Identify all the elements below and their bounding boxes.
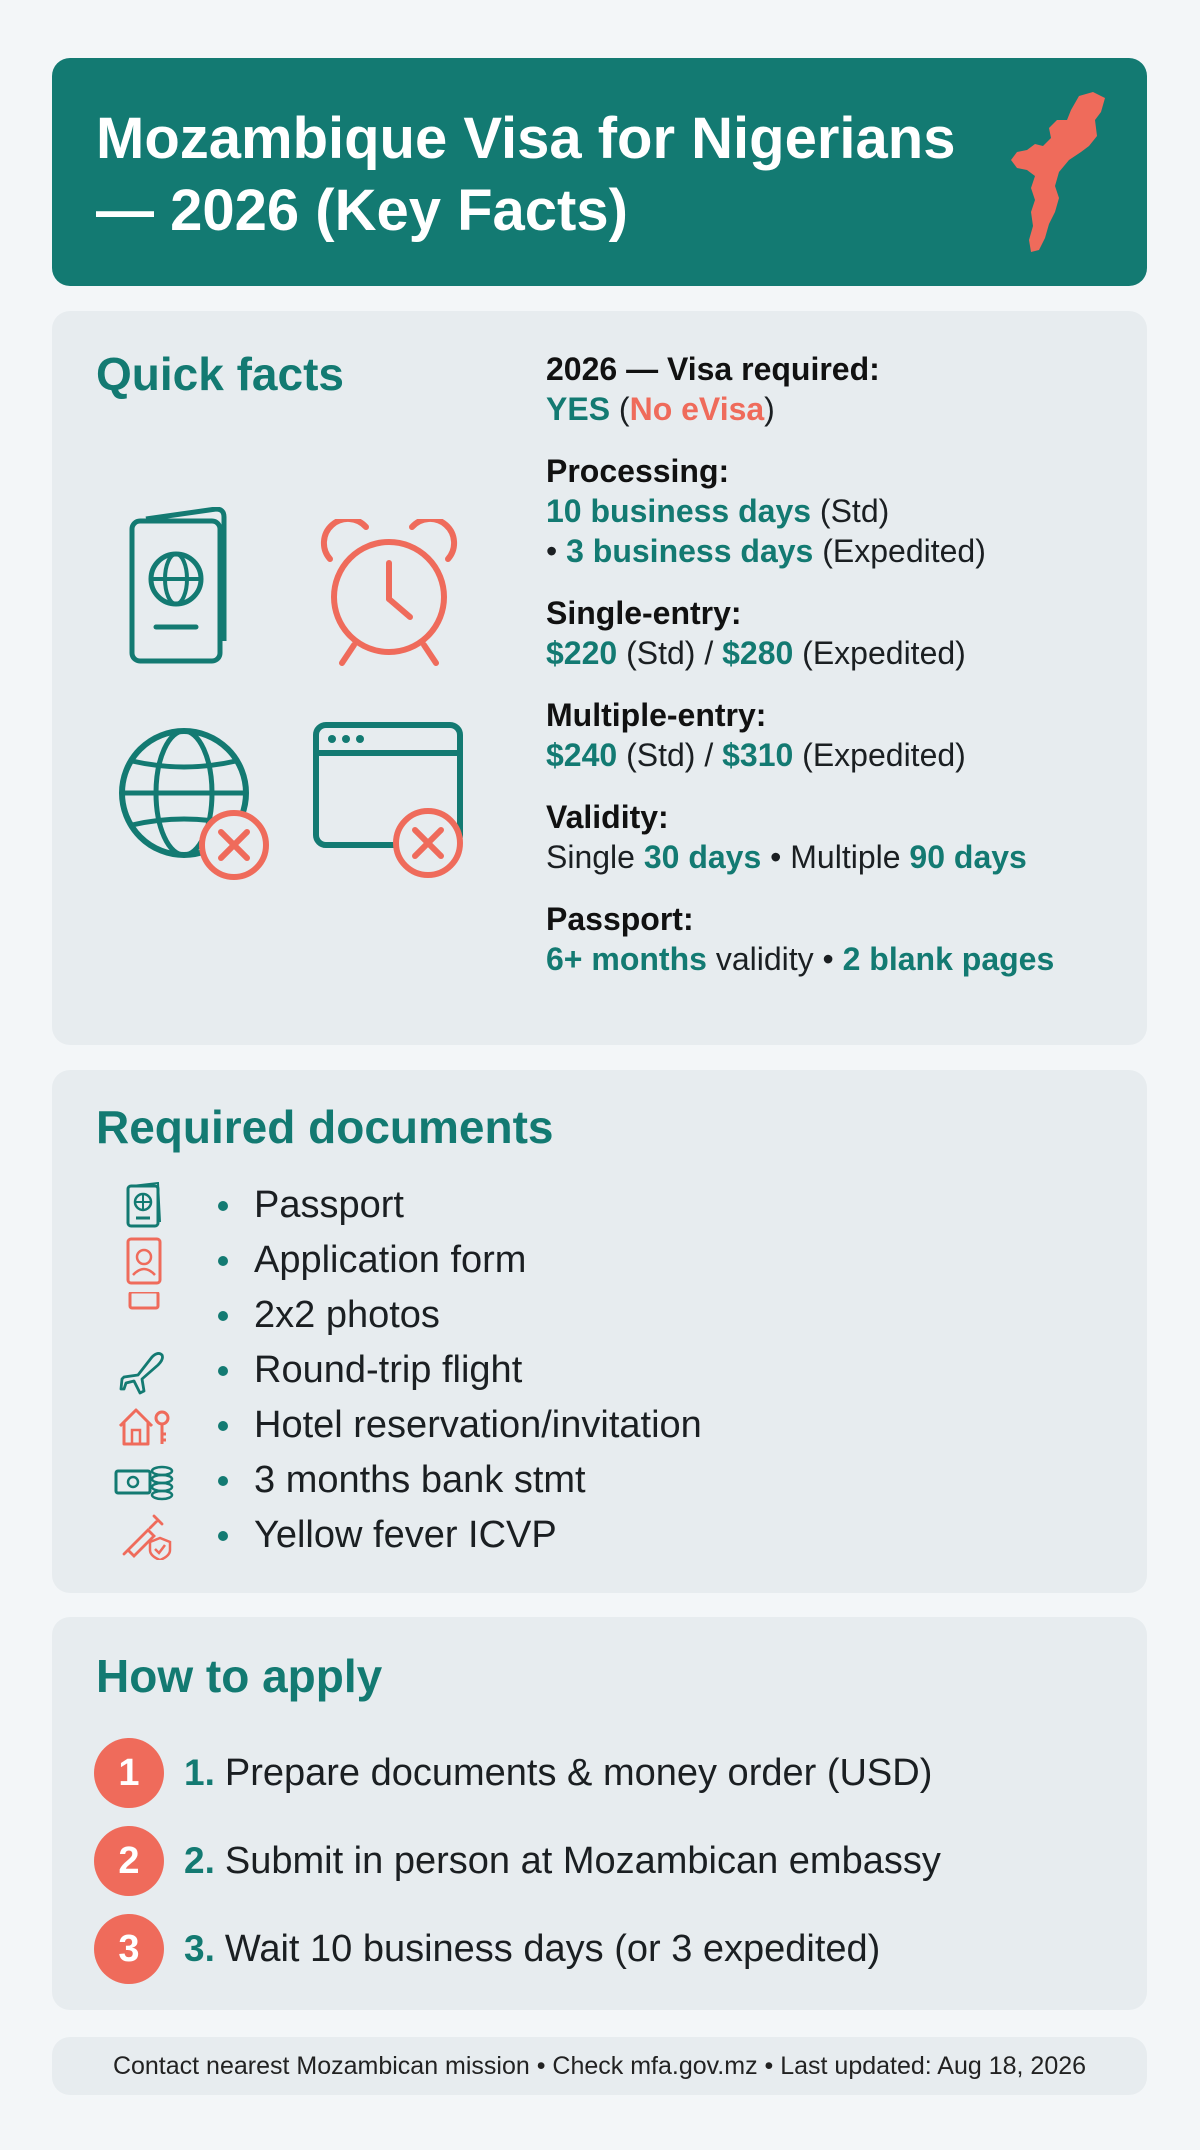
visa-yes: YES: [546, 391, 611, 427]
fact-visa: [546, 349, 1126, 429]
list-item: [112, 1343, 1012, 1398]
fact-processing-std: 10 business days (Std): [546, 493, 890, 529]
globe-no-icon: [114, 721, 270, 881]
fact-single-heading: Single-entry:: [546, 595, 742, 631]
required-documents-title: Required documents: [96, 1101, 554, 1153]
footer-text: Contact nearest Mozambican mission • Check mfa.gov.mz • Last updated: Aug 18, 2026: [112, 2052, 1087, 2080]
step-number-badge: 3: [94, 1914, 164, 1984]
fact-validity: [546, 797, 1126, 877]
fact-validity-value: Single 30 days • Multiple 90 days: [546, 839, 1027, 875]
airplane-icon: [118, 1347, 170, 1395]
page-title: Mozambique Visa for Nigerians — 2026 (Key Facts): [96, 106, 956, 243]
fact-processing-heading: Processing:: [546, 453, 730, 489]
house-key-icon: [116, 1402, 172, 1450]
footer: [52, 2037, 1147, 2095]
fact-single-entry: [546, 593, 1126, 673]
id-card-icon: [118, 1237, 170, 1285]
no-evisa: No eVisa: [629, 391, 765, 427]
required-documents-card: [52, 1070, 1147, 1593]
fact-visa-value: YES (No eVisa): [546, 391, 775, 427]
step-prefix: 3.: [184, 1928, 215, 1969]
document-label: 3 months bank stmt: [254, 1459, 586, 1501]
photo-icon: [118, 1292, 170, 1340]
document-label: 2x2 photos: [254, 1294, 440, 1336]
header-banner: [52, 58, 1147, 286]
list-item: [112, 1288, 1012, 1343]
step-text: Wait 10 business days (or 3 expedited): [224, 1927, 881, 1970]
how-to-apply-title: How to apply: [96, 1650, 383, 1702]
fact-passport: [546, 899, 1126, 979]
passport-icon: [124, 507, 242, 667]
fact-visa-heading: 2026 — Visa required:: [546, 351, 880, 387]
fact-processing: [546, 451, 1126, 571]
step-text: Submit in person at Mozambican embassy: [224, 1839, 941, 1882]
fact-multiple-entry: [546, 695, 1126, 775]
document-label: Round-trip flight: [254, 1349, 523, 1391]
fact-validity-heading: Validity:: [546, 799, 669, 835]
step-prefix: 1.: [184, 1752, 215, 1793]
quick-facts-title: Quick facts: [96, 348, 344, 400]
fact-passport-heading: Passport:: [546, 901, 694, 937]
step-number-badge: 1: [94, 1738, 164, 1808]
cash-coins-icon: [114, 1457, 174, 1505]
list-item: [112, 1233, 1012, 1288]
how-to-apply-card: [52, 1617, 1147, 2010]
step-text: Prepare documents & money order (USD): [224, 1751, 933, 1794]
list-item: [112, 1398, 1012, 1453]
fact-multiple-heading: Multiple-entry:: [546, 697, 767, 733]
fact-processing-exp: • 3 business days (Expedited): [546, 533, 986, 569]
steps-list: [94, 1729, 1114, 1993]
document-label: Passport: [254, 1184, 404, 1226]
mozambique-map-icon: [1009, 90, 1109, 255]
list-item: [112, 1453, 1012, 1508]
document-label: Yellow fever ICVP: [254, 1514, 557, 1556]
browser-no-icon: [310, 719, 470, 883]
step-item: [94, 1905, 1114, 1993]
alarm-clock-icon: [318, 519, 460, 669]
quick-facts-list: [546, 349, 1126, 1001]
fact-single-value: $220 (Std) / $280 (Expedited): [546, 635, 966, 671]
syringe-shield-icon: [116, 1512, 172, 1560]
quick-facts-card: [52, 311, 1147, 1045]
fact-passport-value: 6+ months validity • 2 blank pages: [546, 941, 1055, 977]
step-prefix: 2.: [184, 1840, 215, 1881]
list-item: [112, 1178, 1012, 1233]
step-number-badge: 2: [94, 1826, 164, 1896]
document-label: Application form: [254, 1239, 527, 1281]
document-label: Hotel reservation/invitation: [254, 1404, 702, 1446]
fact-multiple-value: $240 (Std) / $310 (Expedited): [546, 737, 966, 773]
step-item: [94, 1817, 1114, 1905]
step-item: [94, 1729, 1114, 1817]
list-item: [112, 1508, 1012, 1563]
documents-list: [112, 1178, 1012, 1563]
passport-icon: [118, 1182, 170, 1230]
